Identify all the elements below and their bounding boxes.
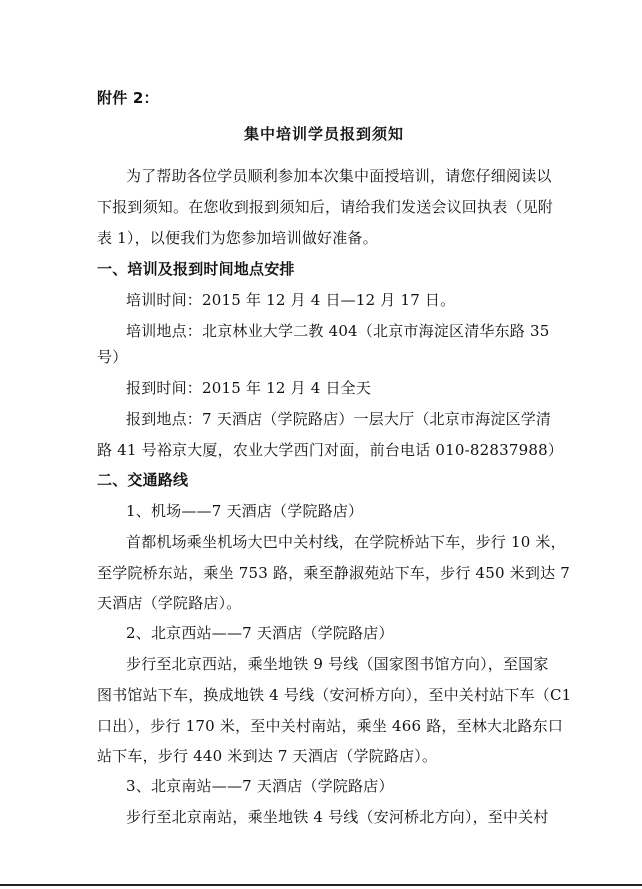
training-time: 培训时间：2015 年 12 月 4 日—12 月 17 日。 — [126, 291, 456, 309]
training-place-line-1: 培训地点：北京林业大学二教 404（北京市海淀区清华东路 35 — [126, 322, 550, 340]
route-2-line-1: 步行至北京西站，乘坐地铁 9 号线（国家图书馆方向），至国家 — [126, 655, 549, 673]
route-1-title: 1、机场——7 天酒店（学院路店） — [126, 502, 364, 520]
attachment-label: 附件 2： — [97, 89, 159, 107]
route-1-line-3: 天酒店（学院路店）。 — [97, 594, 242, 612]
route-2-line-2: 图书馆站下车，换成地铁 4 号线（安河桥方向），至中关村站下车（C1 — [97, 686, 572, 704]
route-1-line-2: 至学院桥东站，乘坐 753 路，乘至静淑苑站下车，步行 450 米到达 7 — [97, 564, 571, 582]
page-bottom-divider — [0, 884, 642, 886]
route-2-line-4: 站下车，步行 440 米到达 7 天酒店（学院路店）。 — [97, 747, 438, 765]
route-2-title: 2、北京西站——7 天酒店（学院路店） — [126, 624, 394, 642]
route-3-line-1: 步行至北京南站，乘坐地铁 4 号线（安河桥北方向），至中关村 — [126, 808, 549, 826]
intro-line-3: 表 1），以便我们为您参加培训做好准备。 — [97, 229, 378, 247]
report-place-line-2: 路 41 号裕京大厦，农业大学西门对面，前台电话 010-82837988） — [97, 441, 564, 459]
page-title: 集中培训学员报到须知 — [244, 125, 405, 143]
route-3-title: 3、北京南站——7 天酒店（学院路店） — [126, 777, 394, 795]
intro-line-1: 为了帮助各位学员顺利参加本次集中面授培训，请您仔细阅读以 — [126, 167, 552, 185]
route-1-line-1: 首都机场乘坐机场大巴中关村线，在学院桥站下车，步行 10 米， — [126, 533, 566, 551]
section2-heading: 二、交通路线 — [97, 471, 189, 489]
intro-line-2: 下报到须知。在您收到报到须知后，请给我们发送会议回执表（见附 — [97, 198, 554, 216]
section1-heading: 一、培训及报到时间地点安排 — [97, 260, 295, 278]
report-time: 报到时间：2015 年 12 月 4 日全天 — [126, 379, 372, 397]
report-place-line-1: 报到地点：7 天酒店（学院路店）一层大厅（北京市海淀区学清 — [126, 410, 552, 428]
training-place-line-2: 号） — [97, 348, 128, 366]
route-2-line-3: 口出），步行 170 米，至中关村南站，乘坐 466 路，至林大北路东口 — [97, 717, 564, 735]
